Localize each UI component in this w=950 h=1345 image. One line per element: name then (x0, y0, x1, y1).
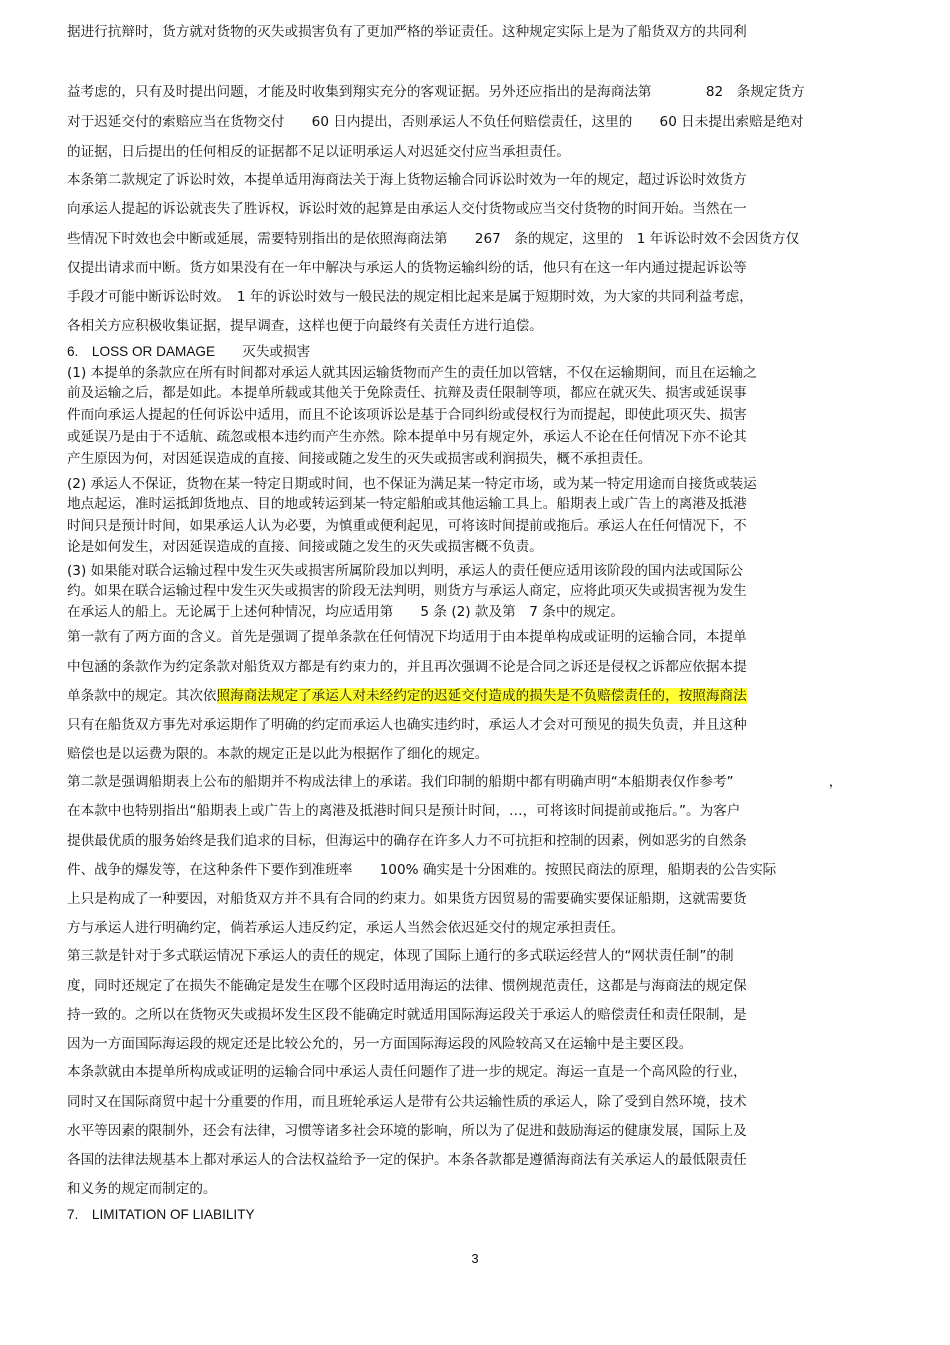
text-line: 各国的法律法规基本上都对承运人的合法权益给予一定的保护。本条各款都是遵循海商法有关承运人的最低限责任 (67, 1152, 747, 1168)
text-line: 方与承运人进行明确约定，倘若承运人违反约定，承运人当然会依迟延交付的规定承担责任。 (67, 920, 625, 936)
text-line: 中包涵的条款作为约定条款对船货双方都是有约束力的，并且再次强调不论是合同之诉还是侵权之诉都应依据本提 (67, 659, 747, 675)
text-line: 第二款是强调船期表上公布的船期并不构成法律上的承诺。我们印制的船期中都有明确声明“本船期表仅作参考” ， (67, 774, 843, 790)
text-line: 论是如何发生，对因延误造成的直接、间接或随之发生的灭失或损害概不负责。 (67, 539, 543, 555)
text-line: 产生原因为何，对因延误造成的直接、间接或随之发生的灭失或损害或利润损失，概不承担责任。 (67, 451, 652, 467)
page-number: 3 (471, 1251, 479, 1266)
text-line: 件而向承运人提起的任何诉讼中适用，而且不论该项诉讼是基于合同纠纷或侵权行为而提起，即使此项灭失、损害 (67, 407, 747, 423)
text-line: 仅提出请求而中断。货方如果没有在一年中解决与承运人的货物运输纠纷的话，他只有在这一年内通过提起诉讼等 (67, 260, 747, 276)
text-line: 本条第二款规定了诉讼时效，本提单适用海商法关于海上货物运输合同诉讼时效为一年的规定，超过诉讼时效货方 (67, 172, 747, 188)
text-line: 件、战争的爆发等，在这种条件下要作到准班率 100% 确实是十分困难的。按照民商法的原理，船期表的公告实际 (67, 862, 777, 878)
text-line: 时间只是预计时间，如果承运人认为必要，为慎重或便利起见，可将该时间提前或拖后。承运人在任何情况下，不 (67, 518, 747, 534)
text-line: (1) 本提单的条款应在所有时间都对承运人就其因运输货物而产生的责任加以管辖，不仅在运输期间，而且在运输之 (67, 365, 757, 381)
text-line: 和义务的规定而制定的。 (67, 1181, 217, 1197)
text-line: 手段才可能中断诉讼时效。 1 年的诉讼时效与一般民法的规定相比起来是属于短期时效，为大家的共同利益考虑， (67, 289, 753, 305)
text-line: 对于迟延交付的索赔应当在货物交付 60 日内提出，否则承运人不负任何赔偿责任，这里的 60 日未提出索赔是绝对 (67, 114, 804, 130)
text-line: 益考虑的，只有及时提出问题，才能及时收集到翔实充分的客观证据。另外还应指出的是海商法第 82 条规定货方 (67, 84, 805, 100)
text-line: 第一款有了两方面的含义。首先是强调了提单条款在任何情况下均适用于由本提单构成或证明的运输合同，本提单 (67, 629, 747, 645)
text-line: 本条款就由本提单所构成或证明的运输合同中承运人责任问题作了进一步的规定。海运一直是一个高风险的行业， (67, 1064, 747, 1080)
text-line: 在承运人的船上。无论属于上述何种情况，均应适用第 5 条 (2) 款及第 7 条中的规定。 (67, 604, 624, 620)
text-line: 前及运输之后，都是如此。本提单所载或其他关于免除责任、抗辩及责任限制等项，都应在就灭失、损害或延误事 (67, 385, 747, 401)
text-fragment: 单条款中的规定。其次依 (67, 688, 217, 704)
highlighted-text: 照海商法规定了承运人对未经约定的迟延交付造成的损失是不负赔偿责任的，按照海商法 (216, 688, 747, 704)
text-line: 在本款中也特别指出“船期表上或广告上的离港及抵港时间只是预计时间，…，可将该时间提前或拖后。”。为客户 (67, 803, 741, 819)
text-line: 第三款是针对于多式联运情况下承运人的责任的规定，体现了国际上通行的多式联运经营人的“网状责任制”的制 (67, 948, 734, 964)
text-line: 各相关方应积极收集证据，提早调查，这样也便于向最终有关责任方进行追偿。 (67, 318, 543, 334)
text-line: 度，同时还规定了在损失不能确定是发生在哪个区段时适用海运的法律、惯例规范责任，这都是与海商法的规定保 (67, 978, 747, 994)
text-line: 地点起运，准时运抵卸货地点、目的地或转运到某一特定船舶或其他运输工具上。船期表上或广告上的离港及抵港 (67, 496, 747, 512)
text-line: 上只是构成了一种要因，对船货双方并不具有合同的约束力。如果货方因贸易的需要确实要保证船期，这就需要货 (67, 891, 747, 907)
text-line: 些情况下时效也会中断或延展，需要特别指出的是依照海商法第 267 条的规定，这里的 1 年诉讼时效不会因货方仅 (67, 231, 800, 247)
section-heading: 7. LIMITATION OF LIABILITY (67, 1207, 255, 1222)
text-line: (2) 承运人不保证，货物在某一特定日期或时间，也不保证为满足某一特定市场，或为某一特定用途而自接货或装运 (67, 476, 757, 492)
text-line: 水平等因素的限制外，还会有法律，习惯等诸多社会环境的影响，所以为了促进和鼓励海运的健康发展，国际上及 (67, 1123, 747, 1139)
text-line: 持一致的。之所以在货物灭失或损坏发生区段不能确定时就适用国际海运段关于承运人的赔偿责任和责任限制，是 (67, 1007, 747, 1023)
section-heading: 6. LOSS OR DAMAGE 灭失或损害 (67, 344, 311, 359)
text-line: 向承运人提起的诉讼就丧失了胜诉权，诉讼时效的起算是由承运人交付货物或应当交付货物的时间开始。当然在一 (67, 201, 747, 217)
text-line: 同时又在国际商贸中起十分重要的作用，而且班轮承运人是带有公共运输性质的承运人，除了受到自然环境，技术 (67, 1094, 747, 1110)
text-line: 提供最优质的服务始终是我们追求的目标，但海运中的确存在许多人力不可抗拒和控制的因素，例如恶劣的自然条 (67, 833, 747, 849)
text-line: 约。如果在联合运输过程中发生灭失或损害的阶段无法判明，则货方与承运人商定，应将此项灭失或损害视为发生 (67, 583, 747, 599)
text-line (67, 686, 747, 706)
text-line: 赔偿也是以运费为限的。本款的规定正是以此为根据作了细化的规定。 (67, 746, 489, 762)
text-line: 或延误乃是由于不适航、疏忽或根本违约而产生亦然。除本提单中另有规定外，承运人不论在任何情况下亦不论其 (67, 429, 747, 445)
text-line: 据进行抗辩时，货方就对货物的灭失或损害负有了更加严格的举证责任。这种规定实际上是为了船货双方的共同利 (67, 24, 747, 40)
text-line: 只有在船货双方事先对承运期作了明确的约定而承运人也确实违约时，承运人才会对可预见的损失负责，并且这种 (67, 717, 747, 733)
text-line: (3) 如果能对联合运输过程中发生灭失或损害所属阶段加以判明，承运人的责任便应适用该阶段的国内法或国际公 (67, 563, 744, 579)
text-line: 因为一方面国际海运段的规定还是比较公允的，另一方面国际海运段的风险较高又在运输中是主要区段。 (67, 1036, 693, 1052)
text-line: 的证据，日后提出的任何相反的证据都不足以证明承运人对迟延交付应当承担责任。 (67, 144, 570, 160)
